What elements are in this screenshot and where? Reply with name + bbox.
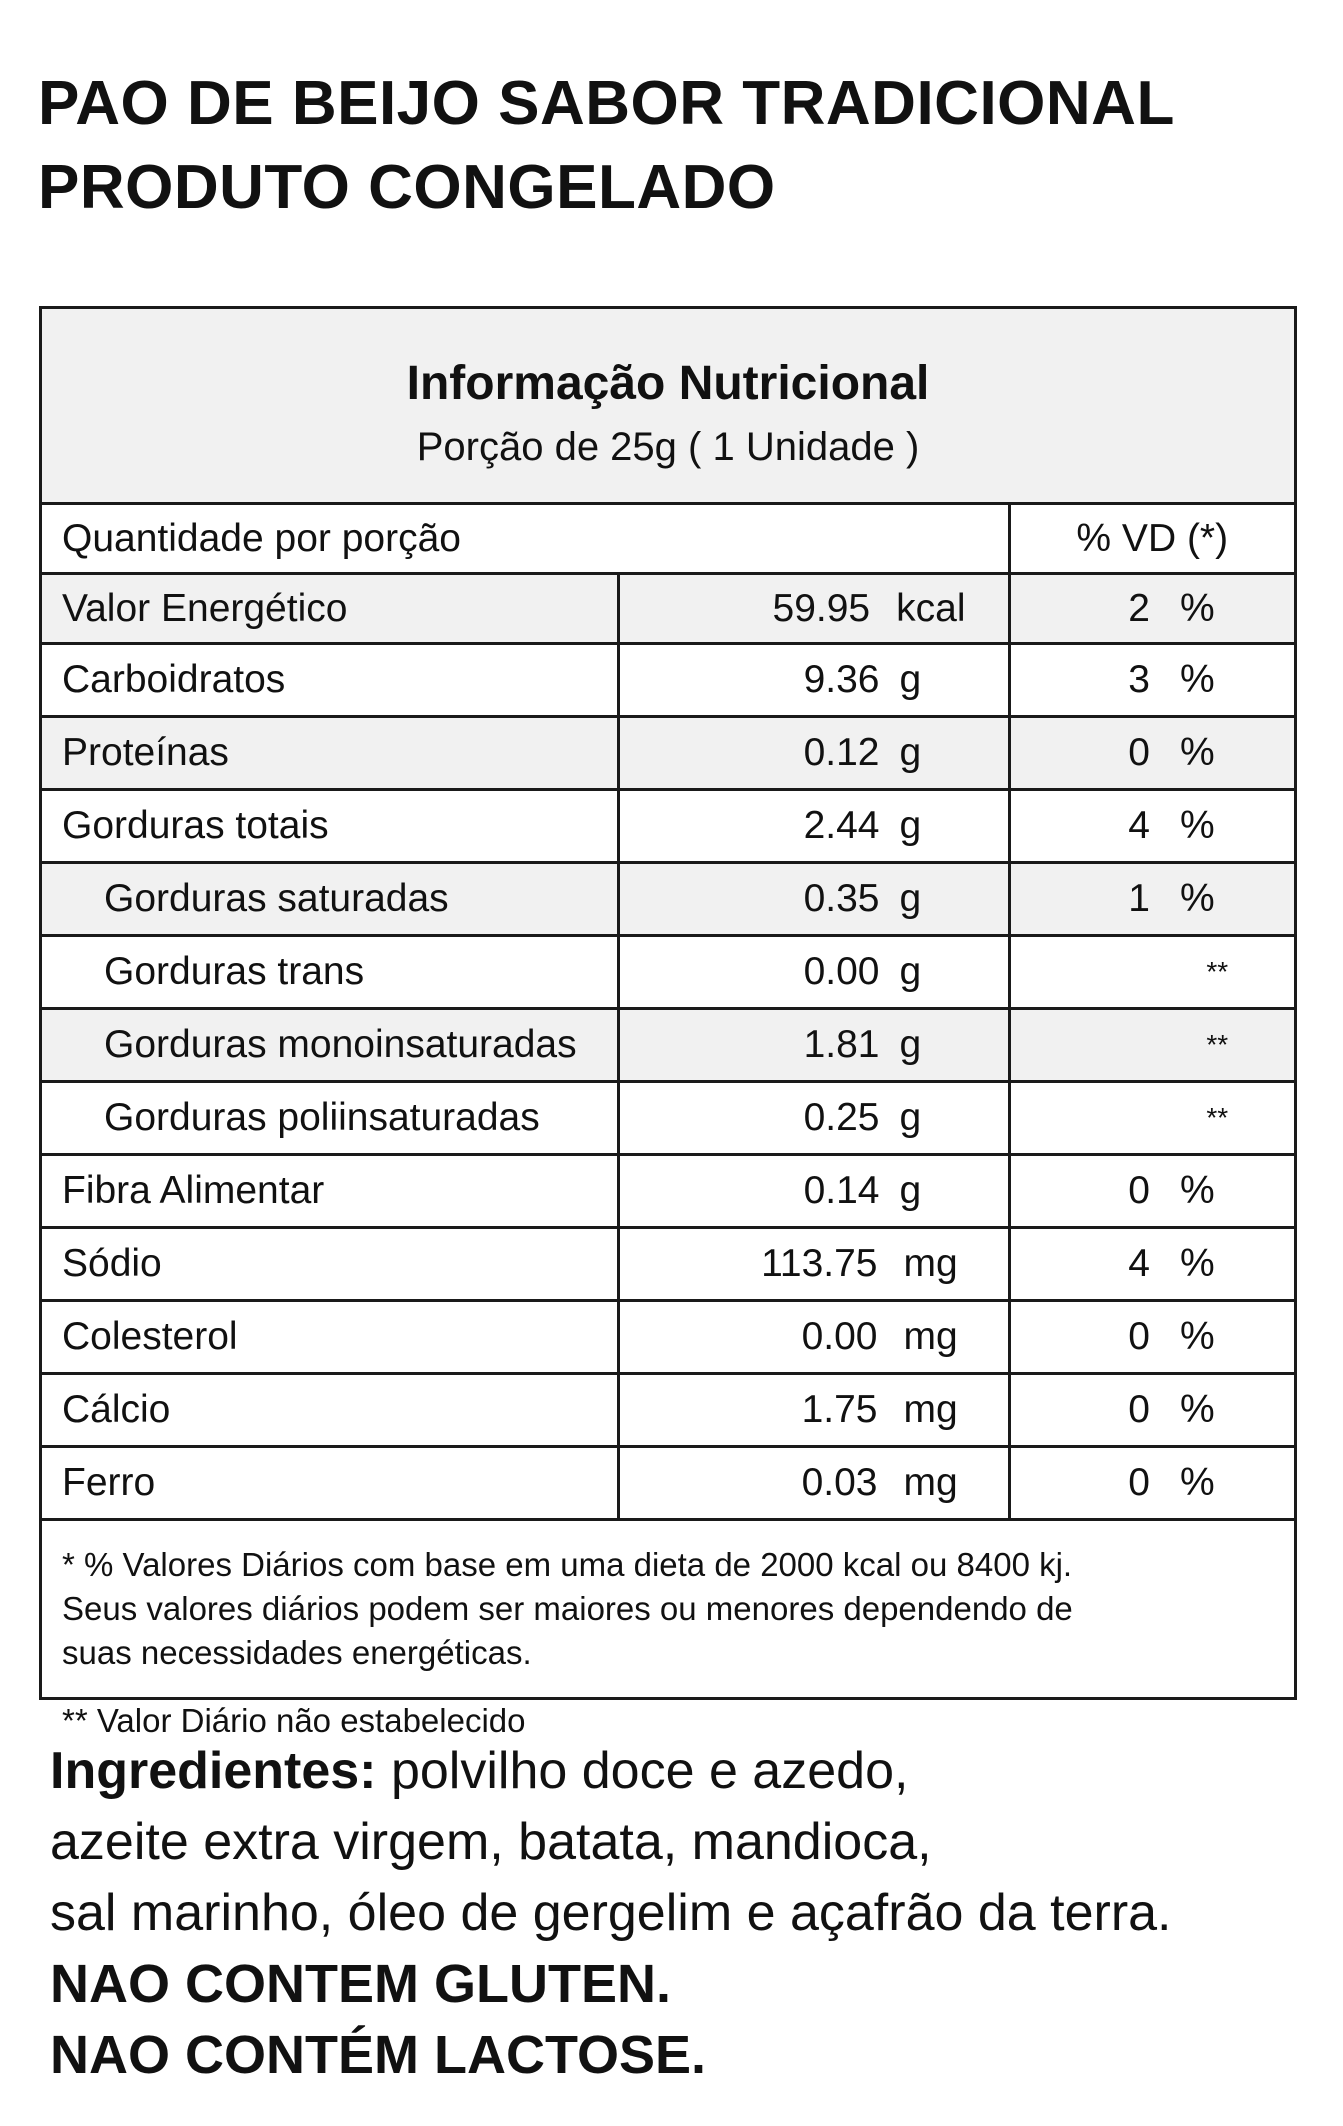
- column-header-quantity: Quantidade por porção: [42, 505, 1009, 574]
- nutrient-unit: g: [899, 1096, 922, 1139]
- vd-percent-sign: %: [1180, 1388, 1215, 1431]
- nutrient-name: Proteínas: [42, 717, 618, 790]
- nutrient-unit: kcal: [896, 586, 966, 630]
- nutrient-amount-value: 0.14: [803, 1169, 880, 1212]
- vd-percent-sign: %: [1180, 586, 1215, 630]
- nutrient-name: Gorduras saturadas: [42, 863, 618, 936]
- nutrient-amount: [620, 1315, 1008, 1359]
- nutrient-unit: mg: [903, 1388, 958, 1431]
- footnote-daily-values-line1: * % Valores Diários com base em uma dieta de 2000 kcal ou 8400 kj.: [62, 1546, 1073, 1583]
- nutrient-vd-cell: [1009, 1374, 1294, 1447]
- ingredients-line-2: azeite extra virgem, batata, mandioca,: [50, 1813, 932, 1871]
- nutrient-amount-value: 2.44: [803, 804, 880, 847]
- product-title: [38, 62, 1175, 230]
- vd-percent-sign: %: [1180, 1315, 1215, 1358]
- nutrient-vd-cell: [1009, 1447, 1294, 1520]
- vd-value: 2: [1128, 586, 1150, 630]
- vd-percent-sign: %: [1180, 658, 1215, 701]
- nutrient-amount-value: 59.95: [772, 586, 871, 630]
- nutrient-rows: [42, 575, 1294, 1521]
- nutrient-unit: mg: [903, 1242, 958, 1285]
- nutrient-unit: g: [899, 877, 922, 920]
- table-header-row: [42, 505, 1294, 574]
- nutrient-name: Carboidratos: [42, 644, 618, 717]
- nutrient-name: Gorduras monoinsaturadas: [42, 1009, 618, 1082]
- ingredients-text-1: polvilho doce e azedo,: [376, 1742, 909, 1800]
- nutrient-amount: [620, 1388, 1008, 1432]
- nutrient-amount-value: 113.75: [761, 1242, 878, 1285]
- nutrient-row: [42, 1374, 1294, 1447]
- nutrient-row: [42, 1155, 1294, 1228]
- serving-size: Porção de 25g ( 1 Unidade ): [416, 425, 920, 469]
- nutrient-name: Sódio: [42, 1228, 618, 1301]
- nutrient-row: [42, 717, 1294, 790]
- nutrient-name: Valor Energético: [42, 575, 618, 644]
- nutrient-vd: [1011, 731, 1295, 775]
- vd-percent-sign: %: [1180, 877, 1215, 920]
- ingredients-line-3: sal marinho, óleo de gergelim e açafrão da terra.: [50, 1884, 1172, 1942]
- nutrient-vd: [1011, 1169, 1295, 1213]
- nutrient-vd: [1011, 1461, 1295, 1505]
- nutrient-row: [42, 1447, 1294, 1520]
- nutrient-vd-cell: [1009, 644, 1294, 717]
- nutrient-amount: [620, 950, 1008, 994]
- nutrient-row: [42, 936, 1294, 1009]
- nutrient-name: Gorduras poliinsaturadas: [42, 1082, 618, 1155]
- nutrient-row: [42, 1228, 1294, 1301]
- nutrient-amount: [620, 1169, 1008, 1213]
- nutrient-vd-cell: [1009, 790, 1294, 863]
- nutrient-unit: g: [899, 658, 922, 701]
- nutrient-amount-cell: [618, 863, 1009, 936]
- ingredients-line-1: [50, 1736, 1172, 1807]
- vd-percent-sign: %: [1180, 1169, 1215, 1212]
- vd-value: 4: [1128, 804, 1150, 847]
- nutrient-amount-cell: [618, 1228, 1009, 1301]
- product-type: PRODUTO CONGELADO: [38, 153, 776, 222]
- nutrient-amount-value: 0.00: [801, 1315, 878, 1358]
- nutrient-unit: g: [899, 1023, 922, 1066]
- nutrient-row: [42, 790, 1294, 863]
- vd-value: 4: [1128, 1242, 1150, 1285]
- vd-percent-sign: %: [1180, 1242, 1215, 1285]
- nutrient-amount-value: 0.00: [803, 950, 880, 993]
- nutrient-row: [42, 1301, 1294, 1374]
- nutrient-vd-cell: [1009, 863, 1294, 936]
- nutrient-vd: [1011, 804, 1295, 848]
- nutrient-name: Ferro: [42, 1447, 618, 1520]
- vd-value: 0: [1128, 1169, 1150, 1212]
- footnote-not-established: ** Valor Diário não estabelecido: [62, 1702, 526, 1739]
- nutrient-vd-cell: [1009, 1082, 1294, 1155]
- nutrient-amount: [620, 587, 1008, 631]
- nutrient-amount-value: 9.36: [803, 658, 880, 701]
- vd-value: 3: [1128, 658, 1150, 701]
- nutrient-amount-cell: [618, 717, 1009, 790]
- nutrient-amount-cell: [618, 575, 1009, 644]
- nutrient-row: [42, 863, 1294, 936]
- nutrient-vd: [1011, 587, 1295, 631]
- nutrient-amount-value: 1.81: [803, 1023, 880, 1066]
- nutrient-amount-value: 0.03: [801, 1461, 878, 1504]
- nutrient-vd-cell: [1009, 717, 1294, 790]
- nutrient-vd-cell: [1009, 1301, 1294, 1374]
- nutrition-heading: Informação Nutricional: [406, 357, 930, 410]
- column-header-vd: % VD (*): [1009, 505, 1294, 574]
- nutrient-row: [42, 575, 1294, 644]
- nutrient-vd: [1011, 1388, 1295, 1432]
- nutrient-name: Fibra Alimentar: [42, 1155, 618, 1228]
- gluten-free-warning: NAO CONTEM GLUTEN.: [50, 1954, 671, 2014]
- nutrient-vd-cell: [1009, 936, 1294, 1009]
- nutrition-header: [42, 309, 1294, 505]
- nutrient-vd-cell: [1009, 575, 1294, 644]
- lactose-free-warning: NAO CONTÉM LACTOSE.: [50, 2025, 707, 2085]
- footnotes: [42, 1521, 1294, 1743]
- vd-value: 0: [1128, 1461, 1150, 1504]
- nutrient-unit: g: [899, 804, 922, 847]
- vd-not-established: **: [1206, 1102, 1229, 1133]
- nutrient-amount-cell: [618, 644, 1009, 717]
- nutrient-name: Cálcio: [42, 1374, 618, 1447]
- nutrient-amount: [620, 658, 1008, 702]
- nutrient-amount: [620, 804, 1008, 848]
- nutrient-amount-cell: [618, 1155, 1009, 1228]
- vd-percent-sign: %: [1180, 1461, 1215, 1504]
- vd-value: 0: [1128, 1315, 1150, 1358]
- nutrient-vd: [1011, 1315, 1295, 1359]
- nutrient-amount-value: 0.35: [803, 877, 880, 920]
- nutrient-amount: [620, 1461, 1008, 1505]
- footnote-daily-values-line3: suas necessidades energéticas.: [62, 1634, 532, 1671]
- nutrient-unit: mg: [903, 1461, 958, 1504]
- nutrient-vd-cell: [1009, 1228, 1294, 1301]
- nutrient-vd: [1011, 658, 1295, 702]
- nutrient-amount-cell: [618, 1301, 1009, 1374]
- nutrient-name: Gorduras totais: [42, 790, 618, 863]
- nutrient-row: [42, 1009, 1294, 1082]
- vd-not-established: **: [1206, 1029, 1229, 1060]
- nutrient-unit: g: [899, 731, 922, 774]
- nutrient-vd-cell: [1009, 1009, 1294, 1082]
- ingredients-label: Ingredientes:: [50, 1742, 377, 1800]
- nutrient-amount: [620, 1096, 1008, 1140]
- vd-value: 0: [1128, 731, 1150, 774]
- vd-percent-sign: %: [1180, 804, 1215, 847]
- nutrient-amount-value: 0.12: [803, 731, 880, 774]
- nutrient-amount-value: 0.25: [803, 1096, 880, 1139]
- nutrient-vd-cell: [1009, 1155, 1294, 1228]
- nutrition-facts-panel: [39, 306, 1297, 1739]
- nutrient-vd: [1011, 1242, 1295, 1286]
- vd-not-established: **: [1206, 956, 1229, 987]
- footnote-daily-values-line2: Seus valores diários podem ser maiores ou menores dependendo de: [62, 1590, 1073, 1627]
- product-name: PAO DE BEIJO SABOR TRADICIONAL: [38, 69, 1175, 138]
- nutrient-unit: g: [899, 1169, 922, 1212]
- nutrient-row: [42, 644, 1294, 717]
- nutrient-unit: mg: [903, 1315, 958, 1358]
- nutrient-amount: [620, 1023, 1008, 1067]
- nutrient-amount-cell: [618, 1082, 1009, 1155]
- nutrient-amount-cell: [618, 790, 1009, 863]
- ingredients-section: [50, 1736, 1172, 2091]
- nutrient-amount-cell: [618, 1447, 1009, 1520]
- nutrient-amount-value: 1.75: [801, 1388, 878, 1431]
- nutrient-name: Colesterol: [42, 1301, 618, 1374]
- nutrient-amount-cell: [618, 1009, 1009, 1082]
- nutrient-name: Gorduras trans: [42, 936, 618, 1009]
- nutrient-amount: [620, 1242, 1008, 1286]
- nutrient-amount: [620, 731, 1008, 775]
- nutrient-unit: g: [899, 950, 922, 993]
- vd-percent-sign: %: [1180, 731, 1215, 774]
- nutrient-amount-cell: [618, 1374, 1009, 1447]
- nutrient-amount: [620, 877, 1008, 921]
- nutrition-table: [42, 505, 1294, 575]
- vd-value: 1: [1128, 877, 1150, 920]
- vd-value: 0: [1128, 1388, 1150, 1431]
- nutrient-vd: [1011, 877, 1295, 921]
- nutrient-row: [42, 1082, 1294, 1155]
- nutrient-amount-cell: [618, 936, 1009, 1009]
